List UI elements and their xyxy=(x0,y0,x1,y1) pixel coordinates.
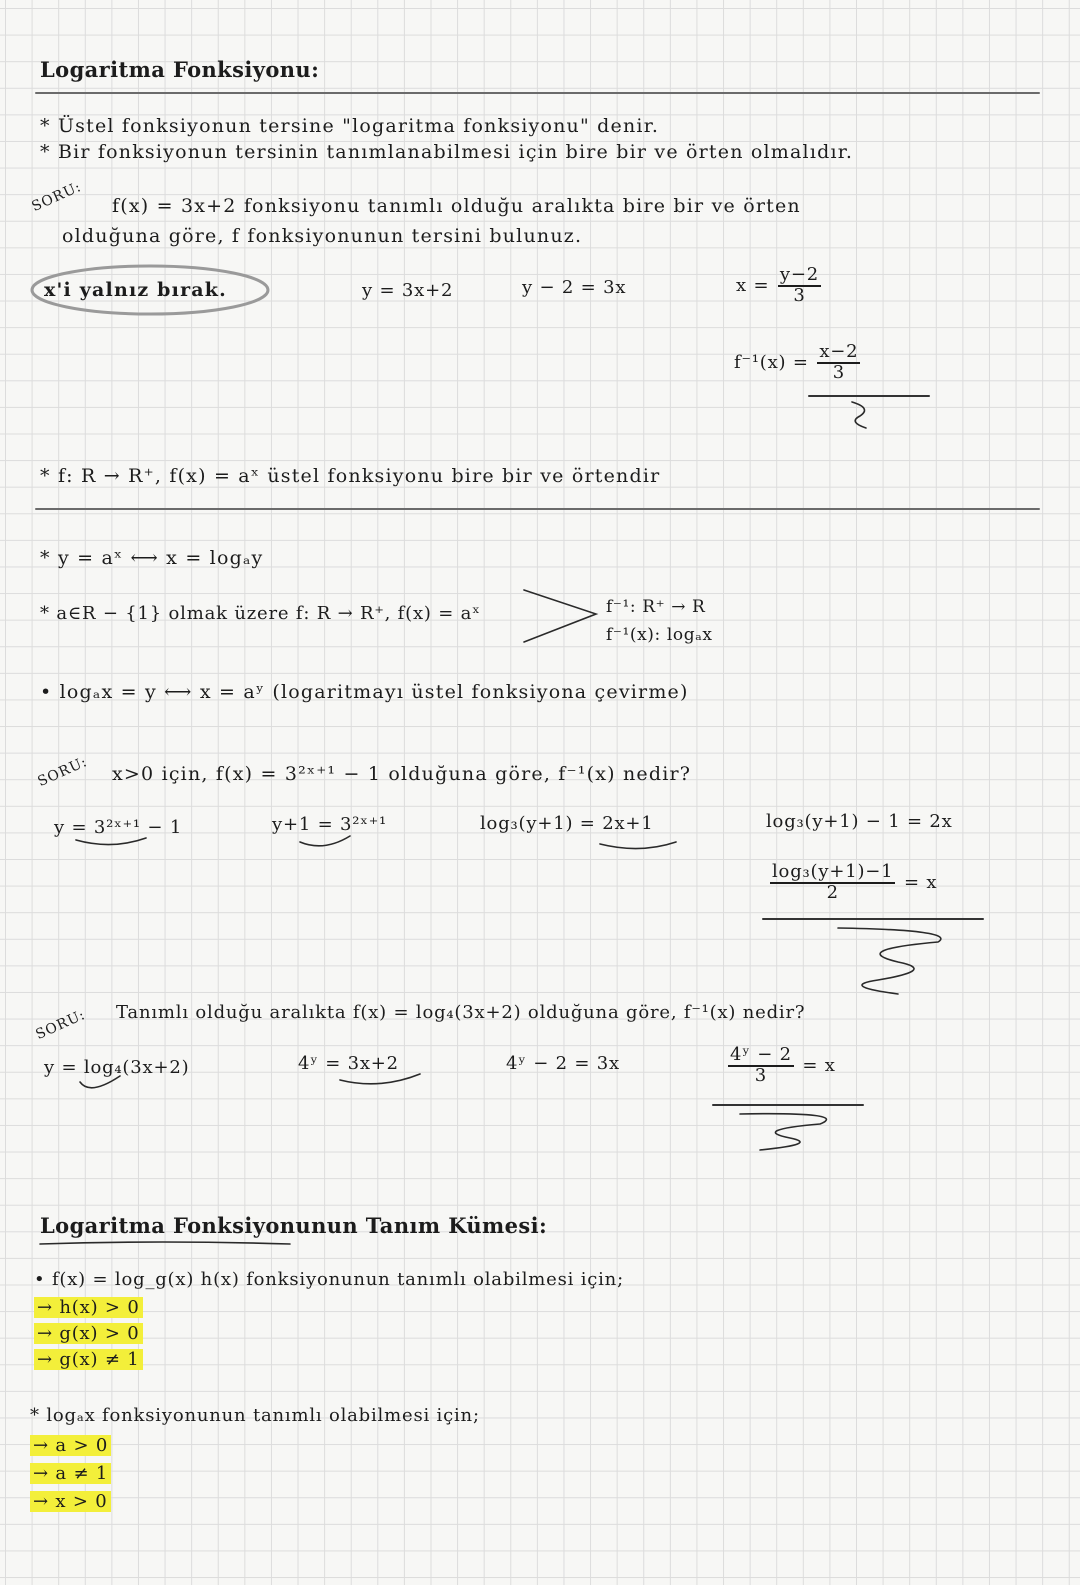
q1-answer-fraction xyxy=(817,343,860,383)
q3-underline-curl-2 xyxy=(340,1074,420,1084)
title-underline xyxy=(35,92,1040,94)
q2-spiral xyxy=(838,928,941,994)
q1-step-3-num: y−2 xyxy=(779,264,819,285)
q3-step-4-fraction xyxy=(728,1046,794,1086)
domain-base-cond-3-text: → x > 0 xyxy=(30,1491,111,1512)
q1-step-2: y − 2 = 3x xyxy=(522,277,627,298)
q3-step-4-num: 4ʸ − 2 xyxy=(730,1044,792,1065)
domain-cond-2 xyxy=(34,1324,143,1344)
q1-step-3-fraction xyxy=(778,266,821,306)
q1-step-3 xyxy=(736,266,823,306)
q2-step-3: log₃(y+1) = 2x+1 xyxy=(480,813,654,834)
domain-cond-3-text: → g(x) ≠ 1 xyxy=(34,1349,143,1370)
q1-answer-lhs: f⁻¹(x) = xyxy=(734,351,809,373)
q2-step-5-num: log₃(y+1)−1 xyxy=(772,861,894,882)
q3-step-2: 4ʸ = 3x+2 xyxy=(298,1053,399,1074)
q3-answer-underline xyxy=(712,1104,864,1106)
soru-label-1: SORU: xyxy=(29,179,84,216)
rule-2-right-2: f⁻¹(x): logₐx xyxy=(606,625,713,645)
soru-label-3: SORU: xyxy=(33,1007,88,1044)
domain-cond-1-text: → h(x) > 0 xyxy=(34,1297,143,1318)
page-title: Logaritma Fonksiyonu: xyxy=(40,57,320,82)
q1-step-1: y = 3x+2 xyxy=(362,280,454,301)
q2-step-5-rhs: = x xyxy=(903,871,938,893)
q2-step-2: y+1 = 3²ˣ⁺¹ xyxy=(272,814,388,835)
q2-underline-curl-3 xyxy=(600,842,676,849)
q2-step-1: y = 3²ˣ⁺¹ − 1 xyxy=(54,817,183,838)
q1-step-3-den: 3 xyxy=(793,284,806,306)
implies-chevron xyxy=(524,590,596,642)
domain-line-2: * logₐx fonksiyonunun tanımlı olabilmesi için; xyxy=(30,1405,480,1426)
q3-spiral xyxy=(740,1114,826,1150)
q1-text-a: f(x) = 3x+2 fonksiyonu tanımlı olduğu aralıkta bire bir ve örten xyxy=(112,195,801,217)
fact-line: * f: R → R⁺, f(x) = aˣ üstel fonksiyonu bire bir ve örtendir xyxy=(40,465,661,487)
q3-step-4-rhs: = x xyxy=(802,1054,836,1076)
rule-2-left: * a∈R − {1} olmak üzere f: R → R⁺, f(x) = aˣ xyxy=(40,603,481,624)
q3-text: Tanımlı olduğu aralıkta f(x) = log₄(3x+2) olduğuna göre, f⁻¹(x) nedir? xyxy=(116,1002,806,1023)
q3-step-1: y = log₄(3x+2) xyxy=(44,1057,190,1078)
q1-answer-num: x−2 xyxy=(819,341,859,362)
domain-cond-3 xyxy=(34,1350,143,1370)
q1-curl xyxy=(852,402,866,428)
domain-base-cond-2 xyxy=(30,1464,111,1484)
q2-answer-underline xyxy=(762,918,984,920)
q1-answer xyxy=(734,343,862,383)
q2-step-5-den: 2 xyxy=(826,881,839,903)
domain-base-cond-1 xyxy=(30,1436,111,1456)
domain-heading-underline xyxy=(40,1242,290,1244)
domain-cond-2-text: → g(x) > 0 xyxy=(34,1323,143,1344)
q1-text-b: olduğuna göre, f fonksiyonunun tersini bulunuz. xyxy=(62,225,583,247)
q3-step-4-den: 3 xyxy=(754,1064,768,1086)
q1-answer-den: 3 xyxy=(832,361,845,383)
section-divider xyxy=(35,508,1040,510)
q1-hint: x'i yalnız bırak. xyxy=(44,279,227,301)
domain-heading: Logaritma Fonksiyonunun Tanım Kümesi: xyxy=(40,1213,548,1238)
rule-3: • logₐx = y ⟷ x = aʸ (logaritmayı üstel fonksiyona çevirme) xyxy=(40,681,689,703)
q2-step-5-fraction xyxy=(770,863,895,903)
rule-2-right-1: f⁻¹: R⁺ → R xyxy=(606,597,706,617)
intro-line-1: * Üstel fonksiyonun tersine "logaritma fonksiyonu" denir. xyxy=(40,115,660,137)
domain-cond-1 xyxy=(34,1298,143,1318)
q3-step-3: 4ʸ − 2 = 3x xyxy=(506,1053,620,1074)
rule-1: * y = aˣ ⟷ x = logₐy xyxy=(40,547,264,569)
domain-line-1: • f(x) = log_g(x) h(x) fonksiyonunun tanımlı olabilmesi için; xyxy=(34,1269,624,1290)
q2-underline-curl-2 xyxy=(300,836,350,846)
soru-label-2: SORU: xyxy=(35,754,90,791)
q2-underline-curl-1 xyxy=(76,838,146,845)
domain-base-cond-3 xyxy=(30,1492,111,1512)
domain-base-cond-2-text: → a ≠ 1 xyxy=(30,1463,111,1484)
q2-text: x>0 için, f(x) = 3²ˣ⁺¹ − 1 olduğuna göre, f⁻¹(x) nedir? xyxy=(112,763,692,785)
q3-step-4 xyxy=(726,1046,836,1086)
domain-base-cond-1-text: → a > 0 xyxy=(30,1435,111,1456)
intro-line-2: * Bir fonksiyonun tersinin tanımlanabilmesi için bire bir ve örten olmalıdır. xyxy=(40,141,854,163)
q2-step-5 xyxy=(768,863,937,903)
q2-step-4: log₃(y+1) − 1 = 2x xyxy=(766,811,953,832)
q1-step-3-lhs: x = xyxy=(736,274,770,296)
q1-answer-underline xyxy=(808,395,930,397)
